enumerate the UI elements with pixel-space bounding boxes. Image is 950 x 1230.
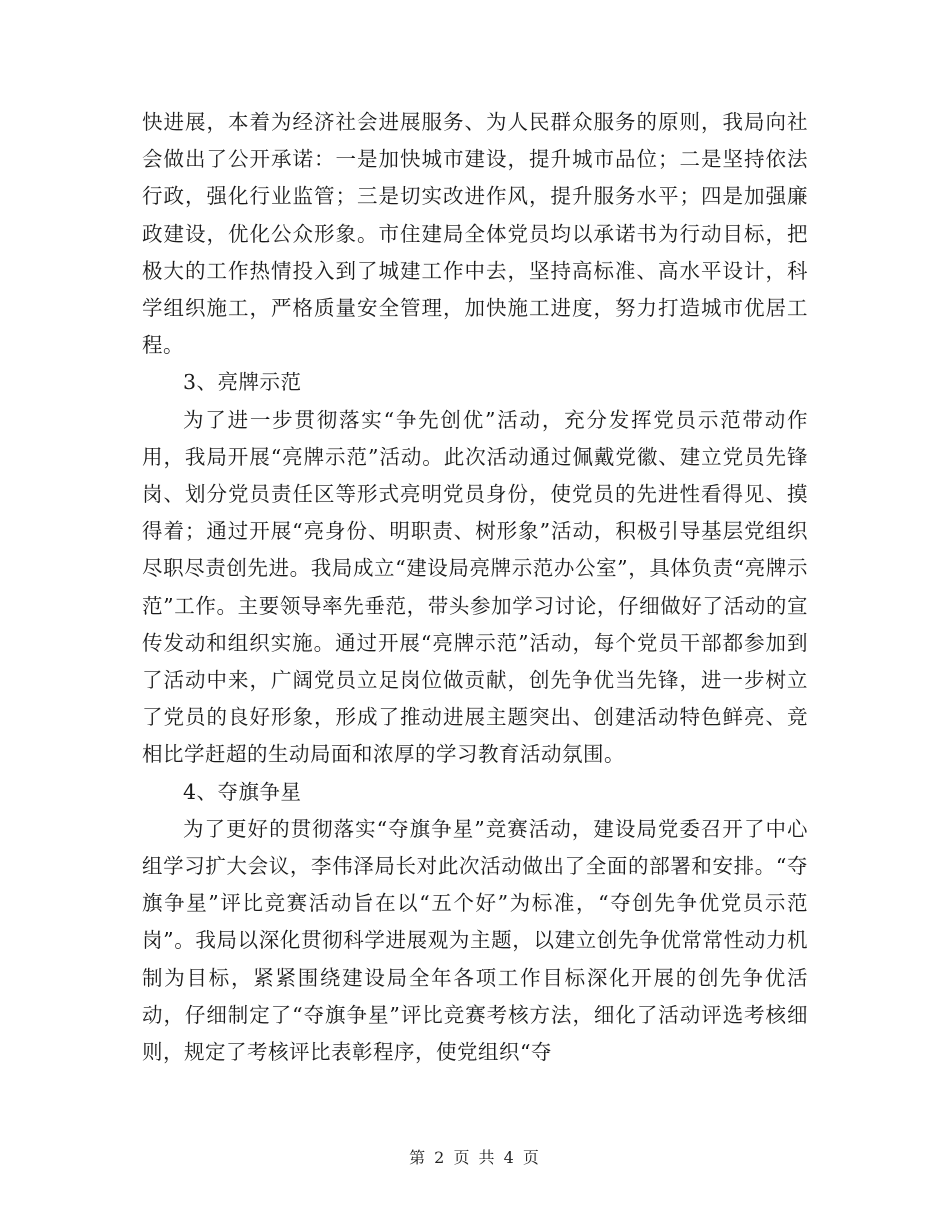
- document-body: [142, 104, 808, 1071]
- section-heading-4: 4、夺旗争星: [183, 779, 302, 804]
- section-heading-3: 3、亮牌示范: [183, 370, 302, 395]
- paragraph-section-3: 为了进一步贯彻落实“争先创优”活动，充分发挥党员示范带动作用，我局开展“亮牌示范”活动。此次活动通过佩戴党徽、建立党员先锋岗、划分党员责任区等形式亮明党员身份，使党员的先进性看得见、摸得着；通过开展“亮身份、明职责、树形象”活动，积极引导基层党组织尽职尽责创先进。我局成立“建设局亮牌示范办公室”，具体负责“亮牌示范”工作。主要领导率先垂范，带头参加学习讨论，仔细做好了活动的宣传发动和组织实施。通过开展“亮牌示范”活动，每个党员干部都参加到了活动中来，广阔党员立足岗位做贡献，创先争优当先锋，进一步树立了党员的良好形象，形成了推动进展主题突出、创建活动特色鲜亮、竞相比学赶超的生动局面和浓厚的学习教育活动氛围。: [142, 407, 808, 767]
- paragraph-section-4: 为了更好的贯彻落实“夺旗争星”竞赛活动，建设局党委召开了中心组学习扩大会议，李伟泽局长对此次活动做出了全面的部署和安排。“夺旗争星”评比竞赛活动旨在以“五个好”为标准，“夺创先争优党员示范岗”。我局以深化贯彻科学进展观为主题，以建立创先争优常常性动力机制为目标，紧紧围绕建设局全年各项工作目标深化开展的创先争优活动，仔细制定了“夺旗争星”评比竞赛考核方法，细化了活动评选考核细则，规定了考核评比表彰程序，使党组织“夺: [142, 816, 808, 1065]
- paragraph-continued: 快进展，本着为经济社会进展服务、为人民群众服务的原则，我局向社会做出了公开承诺：一是加快城市建设，提升城市品位；二是坚持依法行政，强化行业监管；三是切实改进作风，提升服务水平；四是加强廉政建设，优化公众形象。市住建局全体党员均以承诺书为行动目标，把极大的工作热情投入到了城建工作中去，坚持高标准、高水平设计，科学组织施工，严格质量安全管理，加快施工进度，努力打造城市优居工程。: [142, 110, 808, 358]
- page-number-footer: 第 2 页 共 4 页: [409, 1148, 541, 1167]
